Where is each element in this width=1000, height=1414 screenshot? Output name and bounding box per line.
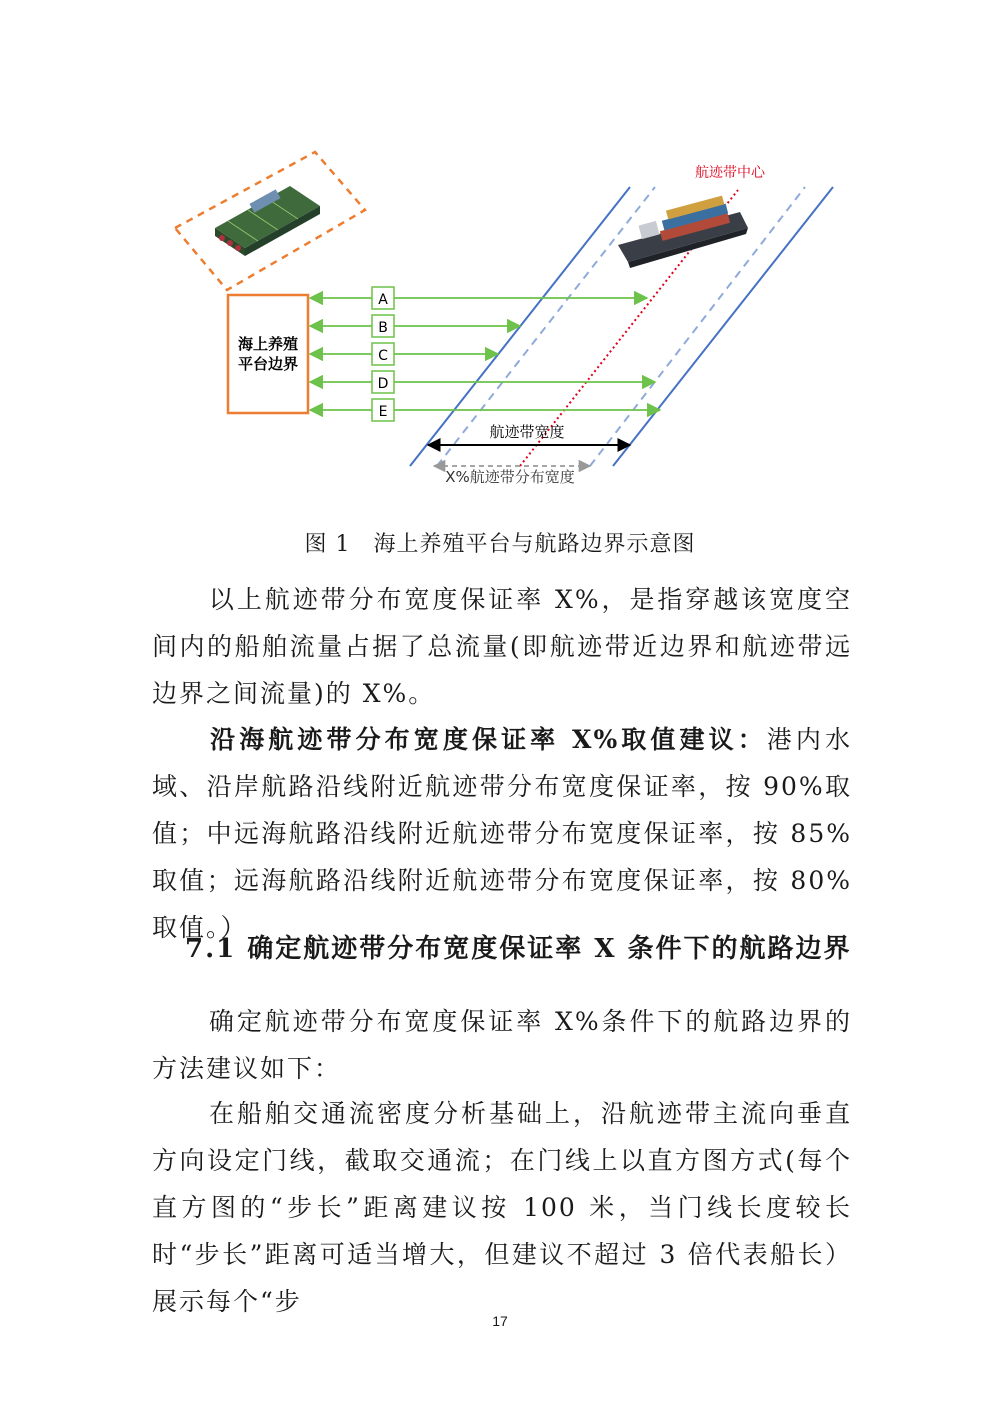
arrow-row-a (310, 287, 647, 309)
lane-center-label: 航迹带中心 (695, 165, 765, 181)
lane-width-label: 航迹带宽度 (489, 423, 565, 441)
arrow-label-c: C (378, 348, 388, 364)
container-ship-image (618, 196, 748, 268)
paragraph-4-text: 在船舶交通流密度分析基础上，沿航迹带主流向垂直方向设定门线，截取交通流；在门线上以直方图方式(每个直方图的“步长”距离建议按 100 米，当门线长度较长时“步长”距离可适当增大，但建议不超过 3 倍代表船长）展示每个“步 (152, 1099, 852, 1316)
figure-caption: 图 1 海上养殖平台与航路边界示意图 (304, 532, 696, 557)
paragraph-2-bold: 沿海航迹带分布宽度保证率 X%取值建议： (208, 725, 767, 754)
arrow-label-e: E (378, 404, 388, 420)
figure-diagram (0, 0, 1000, 520)
page-number: 17 (492, 1313, 508, 1329)
paragraph-3-text: 确定航迹带分布宽度保证率 X%条件下的航路边界的方法建议如下： (152, 1007, 852, 1083)
arrow-label-b: B (378, 320, 388, 336)
platform-label-line1: 海上养殖 (237, 335, 299, 353)
platform-label-line2: 平台边界 (237, 355, 299, 373)
arrow-row-b (310, 315, 520, 337)
platform-boundary-box (228, 295, 308, 413)
arrow-label-d: D (377, 376, 389, 392)
paragraph-1-text: 以上航迹带分布宽度保证率 X%，是指穿越该宽度空间内的船舶流量占据了总流量(即航迹带近边界和航迹带远边界之间流量)的 X%。 (152, 585, 852, 708)
aquaculture-platform-image (215, 186, 320, 256)
paragraph-4 (152, 1090, 852, 1325)
paragraph-1 (152, 576, 852, 717)
route-boundary-diagram (0, 0, 1000, 520)
paragraph-2 (152, 716, 852, 951)
arrow-row-e (310, 399, 660, 421)
arrow-label-a: A (378, 292, 388, 308)
paragraph-2-text: 港内水域、沿岸航路沿线附近航迹带分布宽度保证率，按 90%取值；中远海航路沿线附近航迹带分布宽度保证率，按 85%取值；远海航路沿线附近航迹带分布宽度保证率，按 80%取值。） (152, 725, 852, 942)
paragraph-3 (152, 998, 852, 1092)
arrow-row-c (310, 343, 498, 365)
distribution-width-label: X%航迹带分布宽度 (445, 468, 575, 486)
section-heading: 7.1 确定航迹带分布宽度保证率 X 条件下的航路边界 (185, 934, 852, 964)
